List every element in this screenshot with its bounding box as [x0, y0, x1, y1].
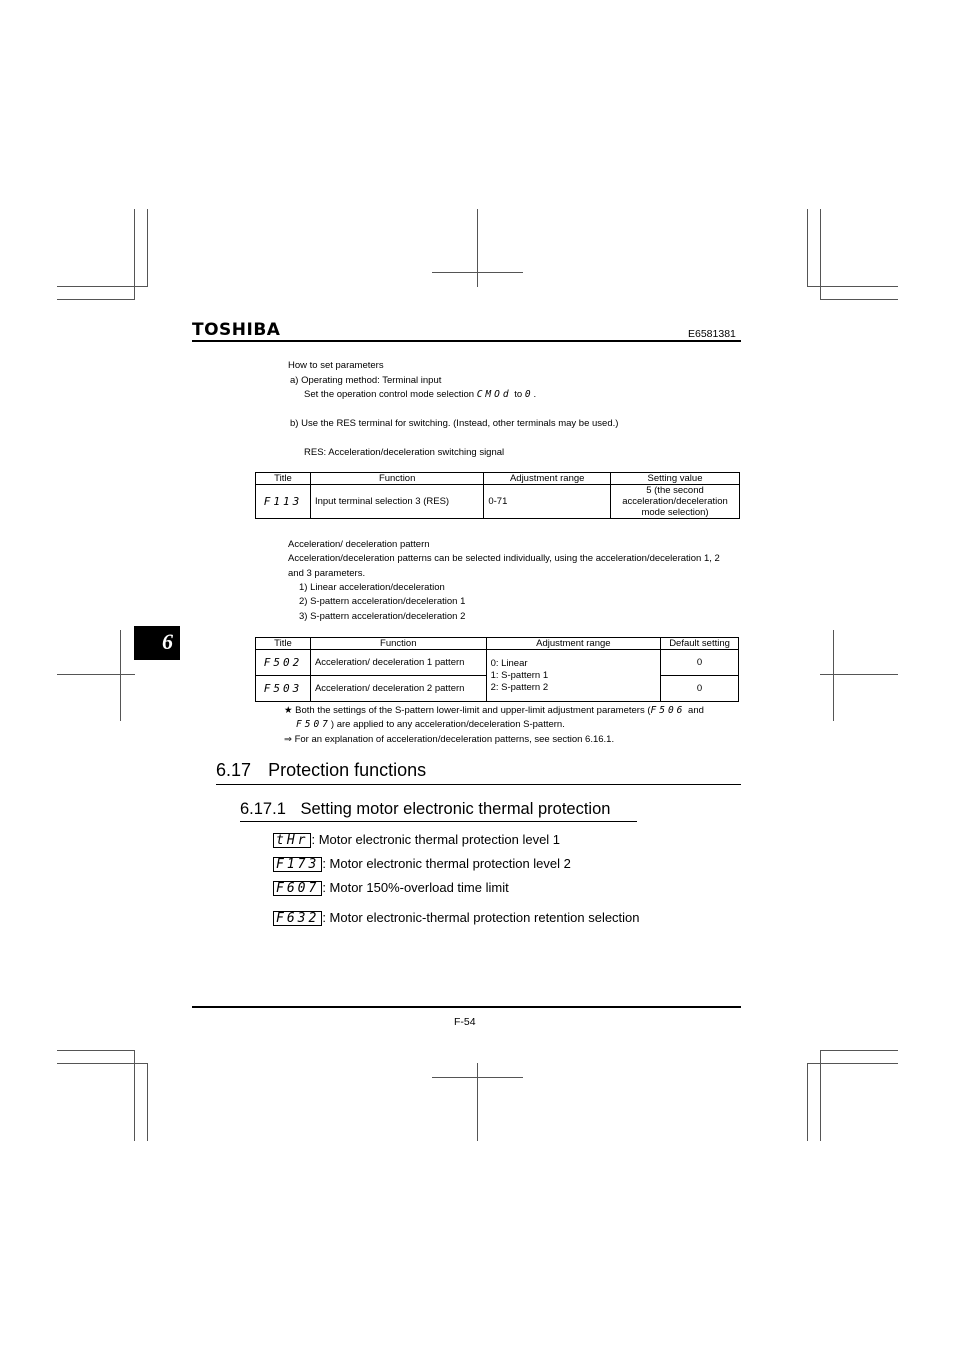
subsection-heading: [240, 800, 610, 819]
param-code-box: F632: [273, 911, 322, 926]
star-note: [284, 705, 704, 717]
param-f507: F507: [296, 719, 331, 730]
table2-function-cell: Acceleration/ deceleration 1 pattern: [310, 650, 486, 676]
param-item-f607: [273, 880, 509, 896]
param-desc: : Motor electronic thermal protection level 1: [311, 832, 561, 847]
value-line-1: 5 (the second: [646, 485, 704, 496]
table1-title-cell: F113: [256, 485, 311, 519]
table2-title-cell: F503: [256, 676, 311, 702]
arrow-note: ⇒ For an explanation of acceleration/deceleration patterns, see section 6.16.1.: [284, 734, 615, 745]
table-accel-pattern: [255, 637, 739, 702]
subsection-title: Setting motor electronic thermal protection: [300, 800, 611, 818]
section-number: 6.17: [216, 760, 252, 780]
star-note-cont: [296, 719, 565, 731]
table2-function-cell: Acceleration/ deceleration 2 pattern: [310, 676, 486, 702]
table2-header-row: [256, 638, 739, 650]
footer-rule: [192, 1006, 741, 1008]
how-to-a: a) Operating method: Terminal input: [290, 375, 442, 386]
header-rule: [192, 340, 741, 342]
pattern-title: Acceleration/ deceleration pattern: [288, 539, 430, 550]
table2-default-cell: 0: [661, 676, 739, 702]
a-detail-prefix: Set the operation control mode selection: [304, 389, 475, 400]
table1-header-range: Adjustment range: [484, 473, 611, 485]
param-desc: : Motor electronic-thermal protection retention selection: [322, 910, 640, 925]
how-to-b: b) Use the RES terminal for switching. (Instead, other terminals may be used.): [290, 418, 619, 429]
table2-header-function: Function: [310, 638, 486, 650]
param-code-box: F173: [273, 857, 322, 872]
table-input-terminal: [255, 472, 740, 519]
param-item-thr: [273, 832, 560, 848]
param-desc: : Motor 150%-overload time limit: [322, 880, 509, 895]
a-detail-mid: to: [514, 389, 523, 400]
doc-number: E6581381: [688, 328, 736, 340]
a-detail-suffix: .: [533, 389, 537, 400]
list-item: 3) S-pattern acceleration/deceleration 2: [299, 611, 466, 622]
param-code-box: F607: [273, 881, 322, 896]
table2-default-cell: 0: [661, 650, 739, 676]
page-number: F-54: [454, 1016, 476, 1028]
table1-range-cell: 0-71: [484, 485, 611, 519]
list-item: 2) S-pattern acceleration/deceleration 1: [299, 596, 466, 607]
chapter-number: 6: [162, 629, 173, 654]
how-to-title: How to set parameters: [288, 360, 384, 371]
range-line-1: 0: Linear: [490, 657, 528, 669]
param-item-f632: [273, 910, 640, 926]
star-note-prefix: ★ Both the settings of the S-pattern lower-limit and upper-limit adjustment parameters (: [284, 705, 651, 716]
param-value-zero: 0: [524, 389, 534, 400]
range-line-3: 2: S-pattern 2: [490, 681, 549, 693]
table-row: [256, 485, 740, 519]
chapter-tab: [134, 626, 180, 660]
section-rule: [216, 784, 741, 785]
param-desc: : Motor electronic thermal protection level 2: [322, 856, 571, 871]
value-line-3: mode selection): [641, 507, 709, 518]
param-item-f173: [273, 856, 571, 872]
table2-header-title: Title: [256, 638, 311, 650]
section-heading: [216, 760, 426, 781]
table2-range-cell: [486, 650, 661, 702]
table1-header-value: Setting value: [611, 473, 740, 485]
table1-header-row: [256, 473, 740, 485]
toshiba-logo: TOSHIBA: [192, 320, 281, 340]
table2-header-range: Adjustment range: [486, 638, 661, 650]
table1-header-title: Title: [256, 473, 311, 485]
res-line: RES: Acceleration/deceleration switching signal: [304, 447, 505, 458]
section-title: Protection functions: [268, 760, 427, 780]
list-item: 1) Linear acceleration/deceleration: [299, 582, 445, 593]
param-cmod: CMOd: [476, 389, 512, 400]
param-code-box: tHr: [273, 833, 311, 848]
table2-header-default: Default setting: [661, 638, 739, 650]
pattern-desc-1: Acceleration/deceleration patterns can be selected individually, using the acceleration/deceleration 1, 2: [288, 553, 720, 564]
pattern-desc-2: and 3 parameters.: [288, 568, 366, 579]
subsection-rule: [240, 821, 637, 822]
param-f506: F506: [650, 705, 686, 716]
table1-function-cell: Input terminal selection 3 (RES): [310, 485, 483, 519]
table1-header-function: Function: [310, 473, 483, 485]
table-row: [256, 650, 739, 676]
table1-value-cell: [611, 485, 740, 519]
star-note-suffix: ) are applied to any acceleration/deceleration S-pattern.: [330, 719, 565, 730]
star-note-and: and: [688, 705, 704, 716]
table2-title-cell: F502: [256, 650, 311, 676]
how-to-a-detail: [304, 389, 536, 401]
range-line-2: 1: S-pattern 1: [490, 669, 549, 681]
value-line-2: acceleration/deceleration: [622, 496, 728, 507]
subsection-number: 6.17.1: [240, 800, 286, 818]
